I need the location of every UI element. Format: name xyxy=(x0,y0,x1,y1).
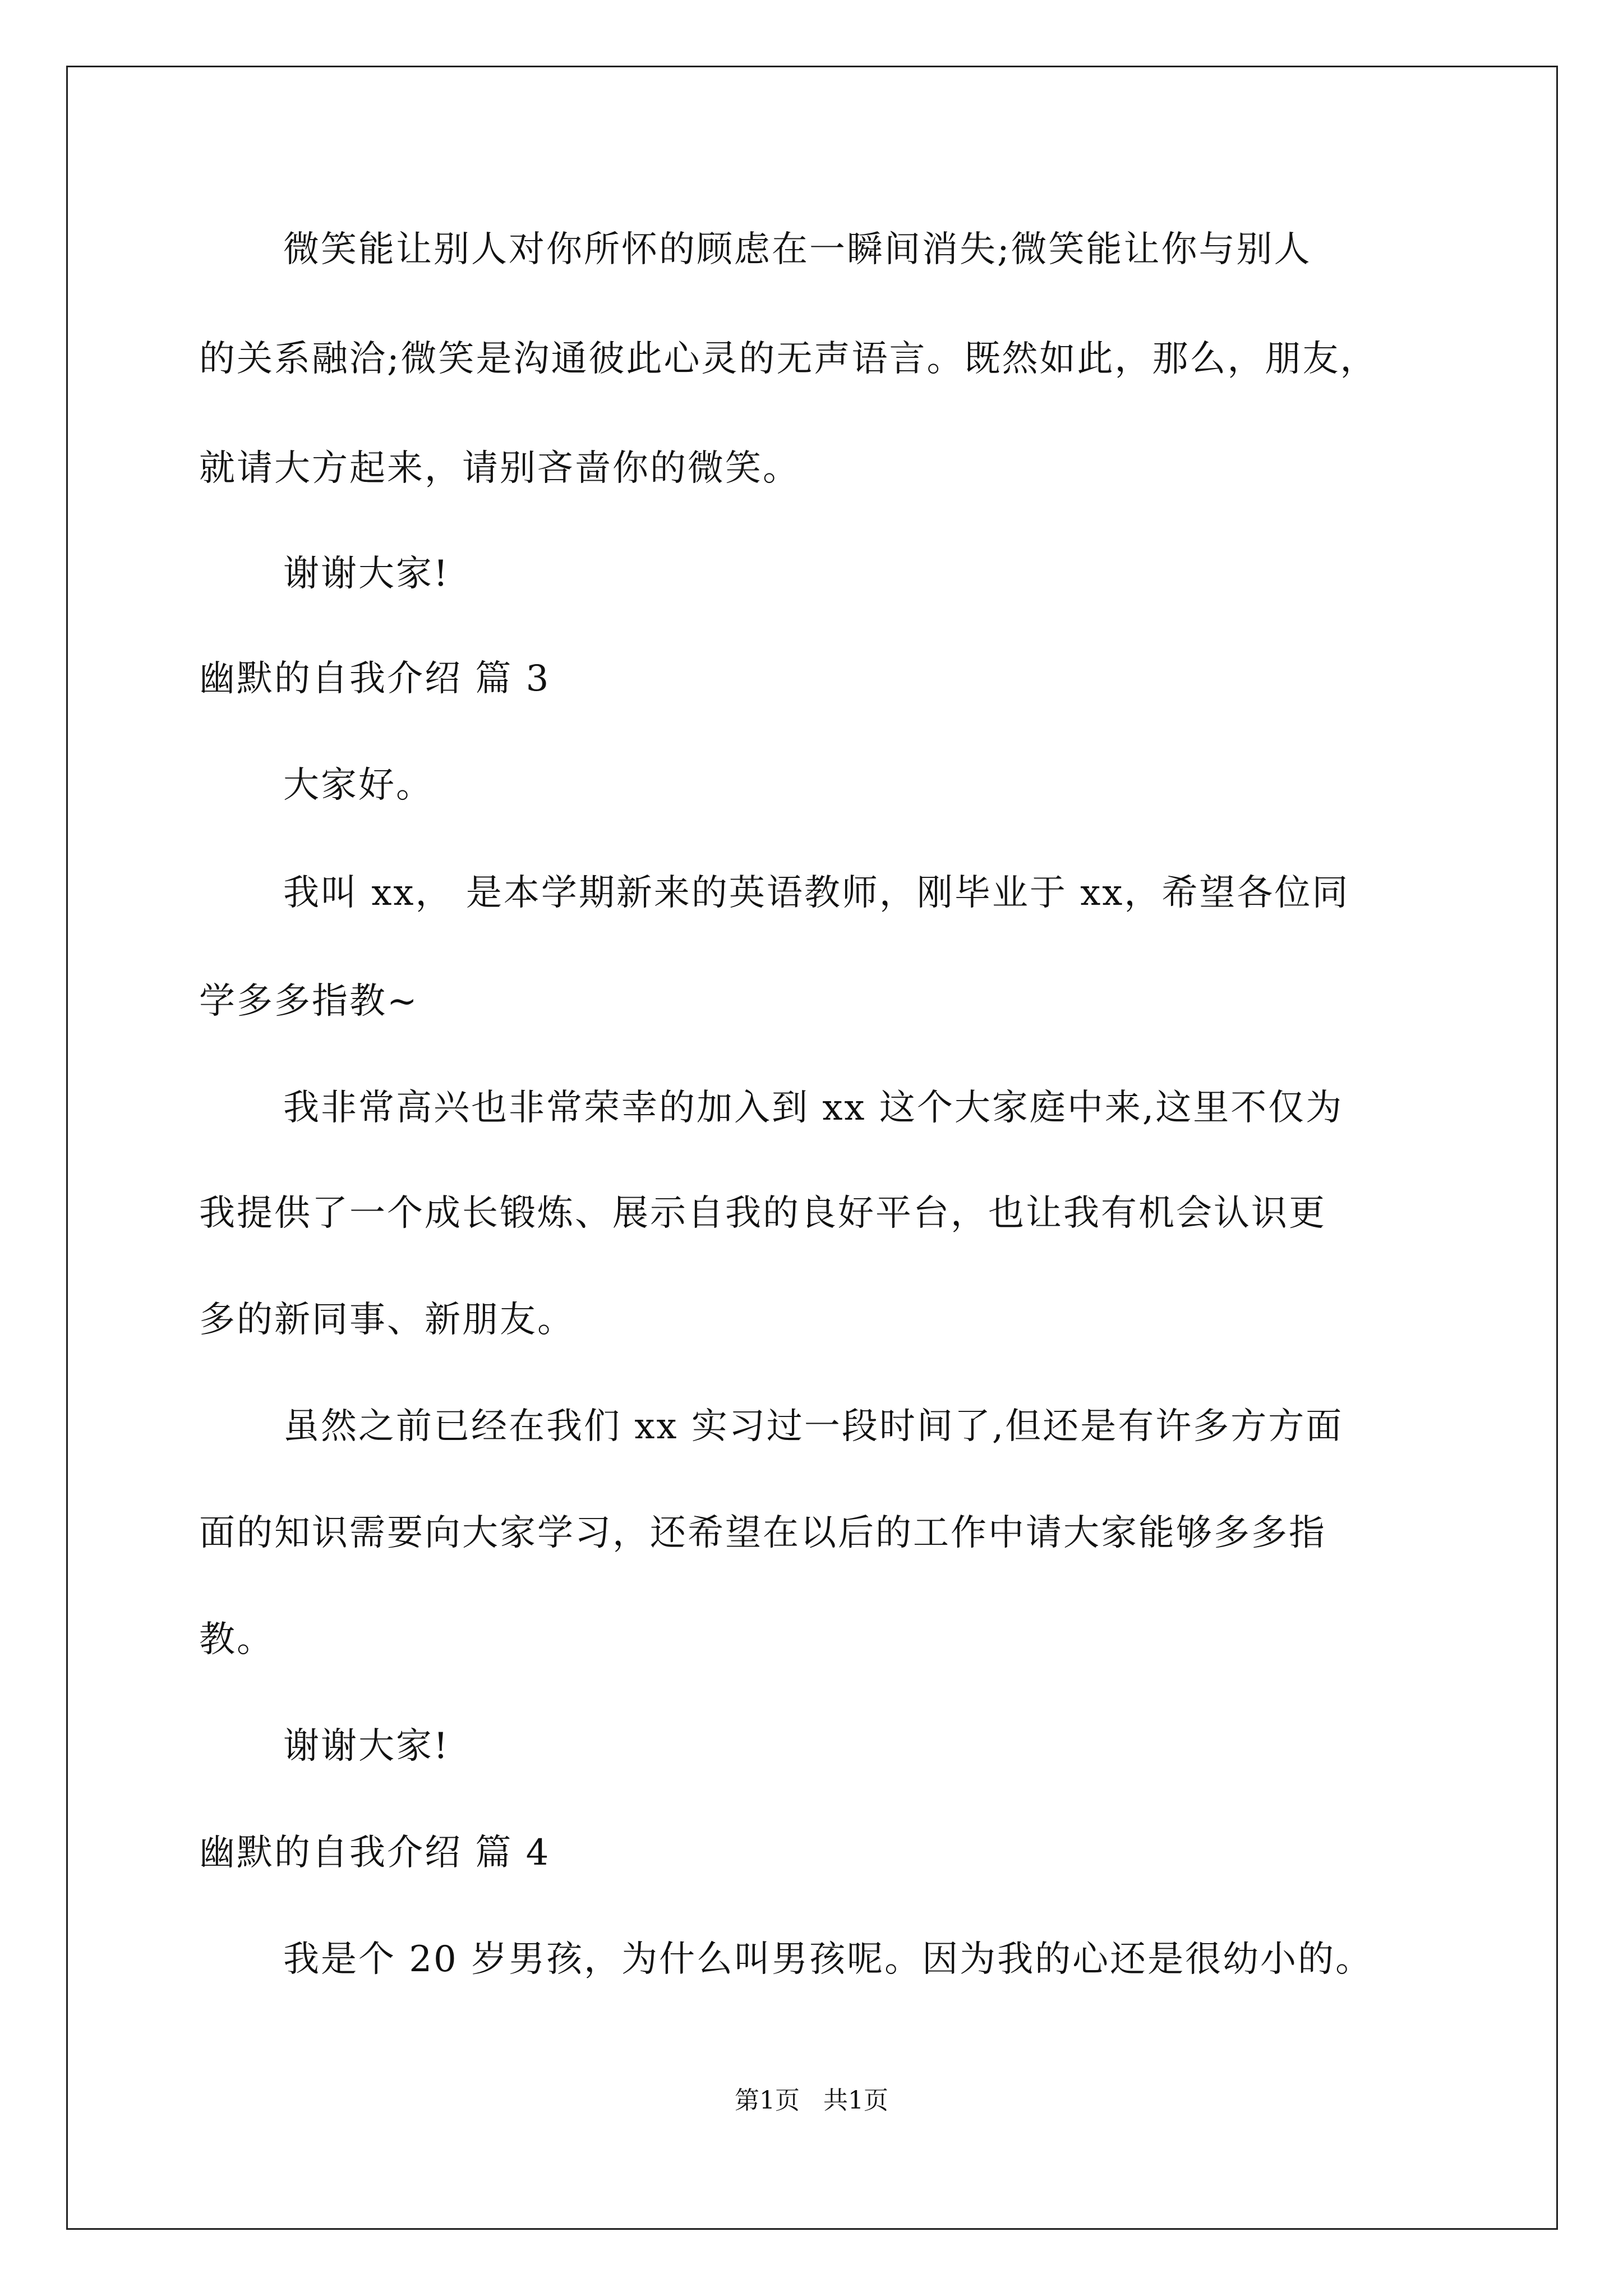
paragraph-line: 我叫 xx， 是本学期新来的英语教师，刚毕业于 xx，希望各位同 xyxy=(283,872,1350,914)
section-heading: 幽默的自我介绍 篇 3 xyxy=(199,658,551,700)
section-heading: 幽默的自我介绍 篇 4 xyxy=(199,1832,551,1874)
page-number: 第1页 共1页 xyxy=(735,2086,888,2115)
paragraph-line: 教。 xyxy=(199,1619,274,1660)
paragraph-line: 多的新同事、新朋友。 xyxy=(199,1299,575,1341)
paragraph-line: 我是个 20 岁男孩，为什么叫男孩呢。因为我的心还是很幼小的。 xyxy=(283,1939,1373,1980)
paragraph-line: 虽然之前已经在我们 xx 实习过一段时间了,但还是有许多方方面 xyxy=(283,1406,1344,1447)
paragraph-line: 我非常高兴也非常荣幸的加入到 xx 这个大家庭中来,这里不仅为 xyxy=(283,1087,1344,1129)
paragraph-line: 微笑能让别人对你所怀的顾虑在一瞬间消失;微笑能让你与别人 xyxy=(283,229,1312,270)
paragraph-line: 学多多指教~ xyxy=(199,981,419,1022)
page-border xyxy=(66,66,1558,2230)
paragraph-line: 我提供了一个成长锻炼、展示自我的良好平台，也让我有机会认识更 xyxy=(199,1193,1326,1234)
paragraph-line: 谢谢大家! xyxy=(283,553,450,595)
paragraph-line: 面的知识需要向大家学习，还希望在以后的工作中请大家能够多多指 xyxy=(199,1512,1326,1554)
paragraph-line: 就请大方起来，请别吝啬你的微笑。 xyxy=(199,448,800,489)
paragraph-line: 大家好。 xyxy=(283,765,434,806)
paragraph-line: 的关系融洽;微笑是沟通彼此心灵的无声语言。既然如此，那么，朋友， xyxy=(199,338,1378,380)
paragraph-line: 谢谢大家! xyxy=(283,1726,450,1767)
